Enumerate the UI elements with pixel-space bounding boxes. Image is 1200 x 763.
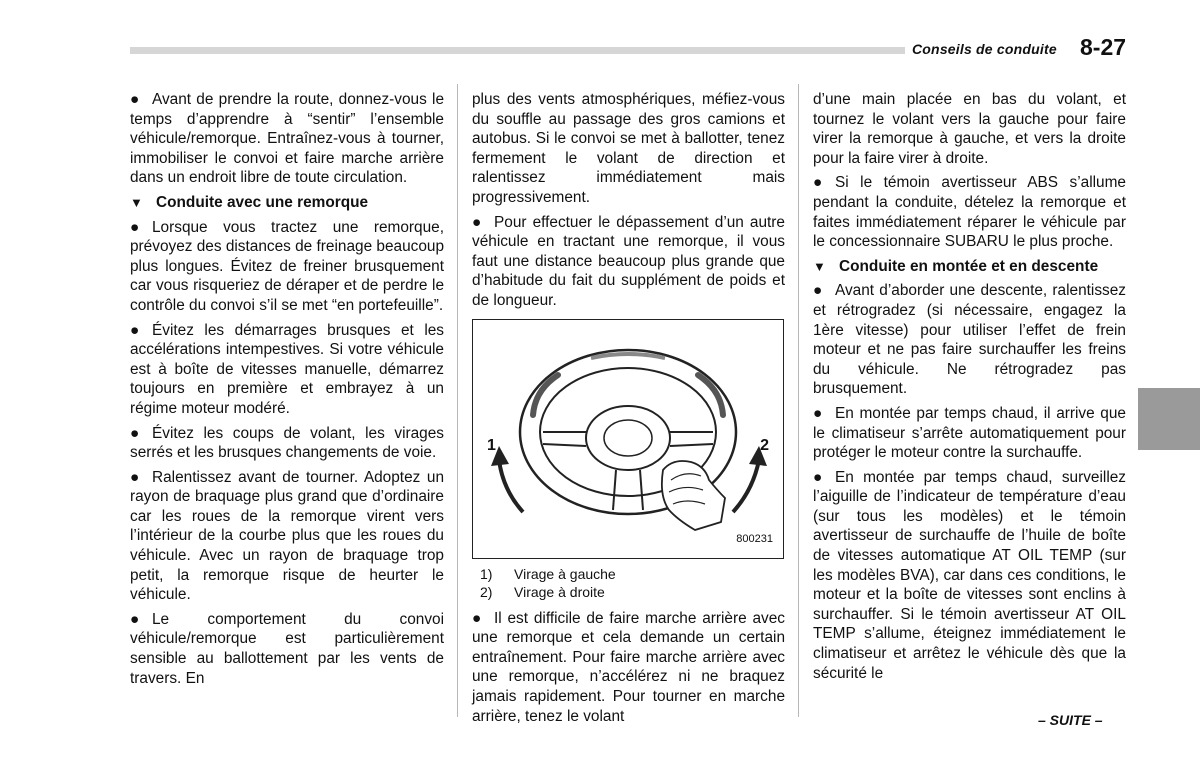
bullet-icon: ●	[813, 282, 823, 300]
section-heading: ▼ Conduite avec une remorque	[130, 193, 369, 211]
paragraph: ● En montée par temps chaud, il arrive que le climatiseur s’arrête automatiquement pour protéger le moteur contre la surchauffe.	[813, 404, 1126, 462]
figure-label-2: 2	[760, 436, 769, 454]
figure-label-1: 1	[487, 436, 496, 454]
figure-code: 800231	[736, 532, 773, 545]
bullet-icon: ●	[472, 213, 482, 231]
bullet-icon: ●	[130, 218, 140, 236]
paragraph: ● En montée par temps chaud, surveillez l’aiguille de l’indicateur de température d’eau (sur tous les modèles) et le témoin avertisseur de surchauffe de l’huile de boîte de vitesses automatique AT OIL TEMP (sur les modèles BVA), car dans ces conditions, le moteur et la boîte de vitesses sont enclins à surchauffer. Si le témoin avertisseur AT OIL TEMP s’allume, éteignez immédiatement le climatiseur et arrêtez le véhicule dès que la sécurité le	[813, 468, 1126, 682]
paragraph: ● Avant d’aborder une descente, ralentissez et rétrogradez (si nécessaire, engagez la 1ère vitesse) pour utiliser l’effet de frein moteur et ne pas faire surchauffer les freins du véhicule. Ne rétrogradez pas brusquement.	[813, 282, 1126, 398]
bullet-icon: ●	[813, 468, 823, 486]
triangle-down-icon: ▼	[813, 258, 826, 274]
triangle-down-icon: ▼	[130, 194, 143, 210]
paragraph: ● Évitez les coups de volant, les virages serrés et les brusques changements de voie.	[130, 424, 444, 462]
paragraph: ● Lorsque vous tractez une remorque, prévoyez des distances de freinage beaucoup plus longues. Évitez de freiner brusquement car vous risqueriez de déraper et de perdre le contrôle du convoi s’il se met “en portefeuille”.	[130, 218, 445, 314]
steering-wheel-illustration	[473, 320, 783, 558]
paragraph: d’une main placée en bas du volant, et tournez le volant vers la gauche pour faire virer la remorque à gauche, et vers la droite pour la faire virer à droite.	[813, 91, 1126, 167]
bullet-icon: ●	[130, 91, 140, 108]
continued-marker: – SUITE –	[1038, 712, 1103, 728]
steering-wheel-figure	[472, 319, 784, 559]
paragraph: ● Pour effectuer le dépassement d’un autre véhicule en tractant une remorque, il vous faut une distance beaucoup plus grande que d’habitude du fait du supplément de poids et de longueur.	[472, 213, 785, 309]
page-number: 8-27	[1080, 34, 1127, 60]
section-heading: ▼ Conduite en montée et en descente	[813, 257, 1099, 275]
bullet-icon: ●	[130, 424, 140, 442]
caption-item: 2) Virage à droite	[480, 583, 605, 600]
column-2	[472, 90, 785, 731]
header-rule	[130, 47, 905, 54]
figure-captions	[480, 565, 785, 601]
paragraph: ● Évitez les démarrages brusques et les accélérations intempestives. Si votre véhicule est à boîte de vitesses manuelle, démarrez toujours en première et embrayez à un régime moteur modéré.	[130, 321, 444, 417]
bullet-icon: ●	[130, 468, 140, 486]
column-divider	[457, 84, 458, 717]
bullet-icon: ●	[472, 609, 482, 627]
paragraph: ● Le comportement du convoi véhicule/remorque est particulièrement sensible au ballottement par les vents de travers. En	[130, 610, 444, 687]
paragraph: ● Avant de prendre la route, donnez-vous le temps d’apprendre à “sentir” l’ensemble véhicule/remorque. Entraînez-vous à tourner, immobiliser le convoi et faire marche arrière dans un endroit libre de toute circulation.	[130, 91, 444, 187]
paragraph: ● Si le témoin avertisseur ABS s’allume pendant la conduite, dételez la remorque et faites immédiatement réparer le véhicule par le concessionnaire SUBARU le plus proche.	[813, 174, 1126, 251]
bullet-icon: ●	[130, 610, 140, 628]
paragraph: plus des vents atmosphériques, méfiez-vous du souffle au passage des gros camions et autobus. Si le convoi se met à ballotter, tenez fermement le volant de direction et ralentissez immédiatement mais progressivement.	[472, 91, 785, 206]
section-title: Conseils de conduite	[912, 41, 1057, 57]
paragraph: ● Ralentissez avant de tourner. Adoptez un rayon de braquage plus grand que d’ordinaire car les roues de la remorque virent vers l’intérieur de la courbe plus que les roues du véhicule. Avec un rayon de braquage trop petit, la remorque risque de heurter le véhicule.	[130, 468, 444, 604]
chapter-thumb-tab	[1138, 388, 1200, 450]
column-divider	[798, 84, 799, 717]
bullet-icon: ●	[130, 321, 140, 339]
paragraph: ● Il est difficile de faire marche arrière avec une remorque et cela demande un certain entraînement. Pour faire marche arrière avec une remorque, n’accélérez ni ne braquez jamais rapidement. Pour tourner en marche arrière, tenez le volant	[472, 609, 785, 725]
column-3	[813, 90, 1126, 688]
caption-item: 1) Virage à gauche	[480, 565, 616, 582]
column-1	[130, 90, 444, 693]
bullet-icon: ●	[813, 174, 823, 192]
bullet-icon: ●	[813, 404, 823, 422]
